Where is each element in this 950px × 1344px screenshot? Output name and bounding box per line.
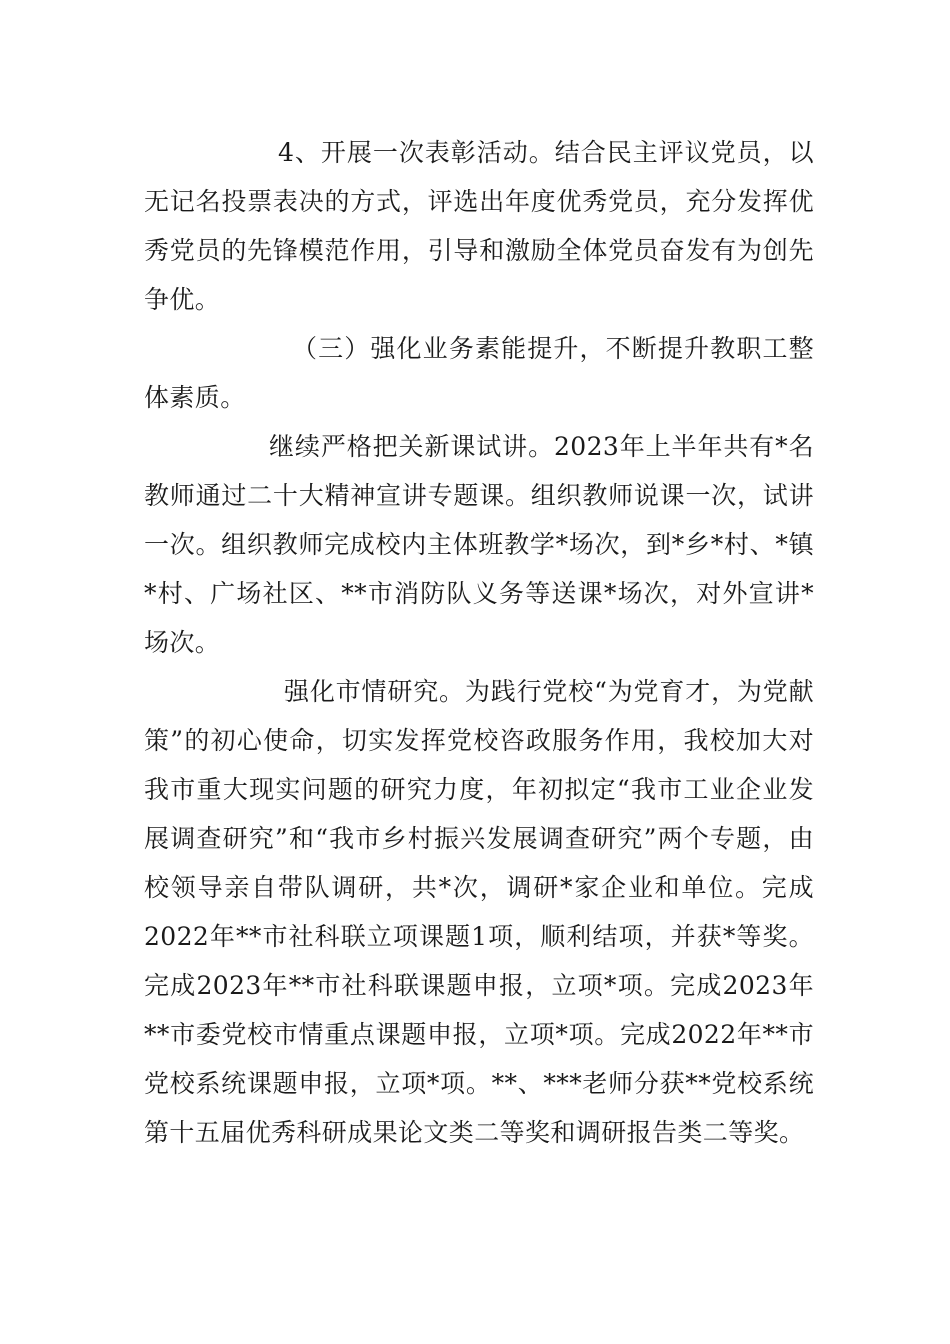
section-heading-three: （三）强化业务素能提升，不断提升教职工整体素质。 — [144, 334, 814, 412]
paragraph-city-research: 强化市情研究。为践行党校“为党育才，为党献策”的初心使命，切实发挥党校咨政服务作用，我校加大对我市重大现实问题的研究力度，年初拟定“我市工业企业发展调查研究”和“我市乡村振兴发展调查研究”两个专题，由校领导亲自带队调研，共*次，调研*家企业和单位。完成2022年**市社科联立项课题1项，顺利结项，并获*等奖。完成2023年**市社科联课题申报，立项*项。完成2023年**市委党校市情重点课题申报，立项*项。完成2022年**市党校系统课题申报，立项*项。**、***老师分获**党校系统第十五届优秀科研成果论文类二等奖和调研报告类二等奖。 — [144, 677, 814, 1147]
paragraph-commendation-activity: 4、开展一次表彰活动。结合民主评议党员，以无记名投票表决的方式，评选出年度优秀党员，充分发挥优秀党员的先锋模范作用，引导和激励全体党员奋发有为创先争优。 — [144, 138, 814, 314]
paragraph-trial-lectures: 继续严格把关新课试讲。2023年上半年共有*名教师通过二十大精神宣讲专题课。组织教师说课一次，试讲一次。组织教师完成校内主体班教学*场次，到*乡*村、*镇*村、广场社区、**市消防队义务等送课*场次，对外宣讲*场次。 — [144, 432, 814, 657]
document-body — [144, 128, 814, 1157]
